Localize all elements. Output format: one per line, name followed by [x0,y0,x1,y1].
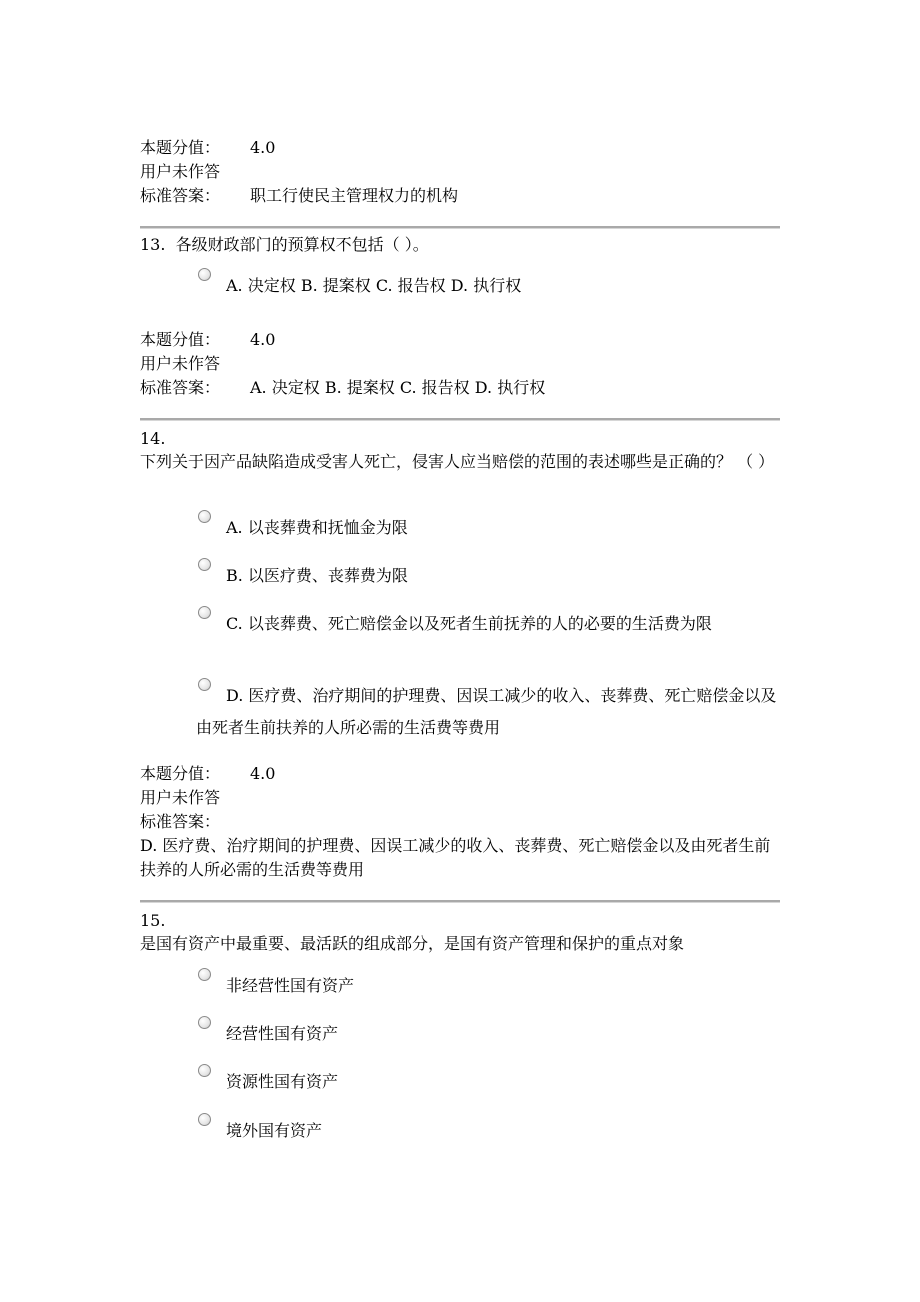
score-value: 4.0 [250,764,276,783]
radio-button-icon[interactable] [198,1016,211,1029]
option-radio-q14-b[interactable] [196,558,786,592]
option-label: A. 决定权 B. 提案权 C. 报告权 D. 执行权 [226,276,522,295]
option-label: 资源性国有资产 [226,1072,339,1091]
option-label: 境外国有资产 [226,1121,323,1140]
question-13-header [140,233,780,257]
radio-button-icon[interactable] [198,606,211,619]
question-15-header [140,910,780,956]
option-label: B. 以医疗费、丧葬费为限 [226,566,408,585]
q14-result [140,762,780,882]
question-stem: 下列关于因产品缺陷造成受害人死亡，侵害人应当赔偿的范围的表述哪些是正确的？ （ ） [140,452,775,471]
option-radio-q15-a[interactable] [196,968,786,1002]
score-label: 本题分值： [140,138,221,157]
answer-label: 标准答案： [140,186,221,205]
option-radio-q15-c[interactable] [196,1064,786,1098]
option-label: 经营性国有资产 [226,1024,339,1043]
answer-label: 标准答案： [140,378,221,397]
question-number: 14. [140,429,166,448]
question-14-header [140,428,780,474]
divider [140,418,780,421]
q13-result [140,328,780,400]
radio-button-icon[interactable] [198,268,211,281]
question-number: 13. [140,235,166,254]
score-label: 本题分值： [140,330,221,349]
option-radio-q14-d[interactable] [196,678,786,744]
divider [140,900,780,903]
score-label: 本题分值： [140,764,221,783]
radio-button-icon[interactable] [198,1064,211,1077]
option-label: C. 以丧葬费、死亡赔偿金以及死者生前抚养的人的必要的生活费为限 [226,614,712,633]
option-radio-q15-b[interactable] [196,1016,786,1050]
score-row [140,136,780,160]
question-number: 15. [140,911,166,930]
user-status: 用户未作答 [140,354,221,373]
option-label: 非经营性国有资产 [226,976,355,995]
q12-result [140,136,780,208]
radio-button-icon[interactable] [198,558,211,571]
user-status: 用户未作答 [140,788,221,807]
radio-button-icon[interactable] [198,1113,211,1126]
answer-value: D. 医疗费、治疗期间的护理费、因误工减少的收入、丧葬费、死亡赔偿金以及由死者生前扶养的人所必需的生活费等费用 [140,836,771,879]
radio-button-icon[interactable] [198,678,211,691]
score-row [140,762,780,786]
option-label: A. 以丧葬费和抚恤金为限 [226,518,408,537]
answer-value: 职工行使民主管理权力的机构 [250,186,459,205]
question-stem: 各级财政部门的预算权不包括（ ）。 [175,235,429,254]
answer-value: A. 决定权 B. 提案权 C. 报告权 D. 执行权 [250,378,546,397]
answer-row [140,376,780,400]
score-value: 4.0 [250,138,276,157]
option-radio-q14-a[interactable] [196,510,786,544]
question-text [140,233,780,257]
option-label: D. 医疗费、治疗期间的护理费、因误工减少的收入、丧葬费、死亡赔偿金以及由死者生前扶养的人所必需的生活费等费用 [196,686,777,737]
answer-label: 标准答案： [140,812,221,831]
option-radio-q14-c[interactable] [196,606,786,640]
score-value: 4.0 [250,330,276,349]
option-radio-q15-d[interactable] [196,1113,786,1147]
user-status: 用户未作答 [140,162,221,181]
score-row [140,328,780,352]
radio-button-icon[interactable] [198,968,211,981]
question-stem: 是国有资产中最重要、最活跃的组成部分，是国有资产管理和保护的重点对象 [140,934,685,953]
radio-button-icon[interactable] [198,510,211,523]
divider [140,226,780,229]
answer-row [140,184,780,208]
option-radio-q13-a[interactable] [196,268,786,302]
